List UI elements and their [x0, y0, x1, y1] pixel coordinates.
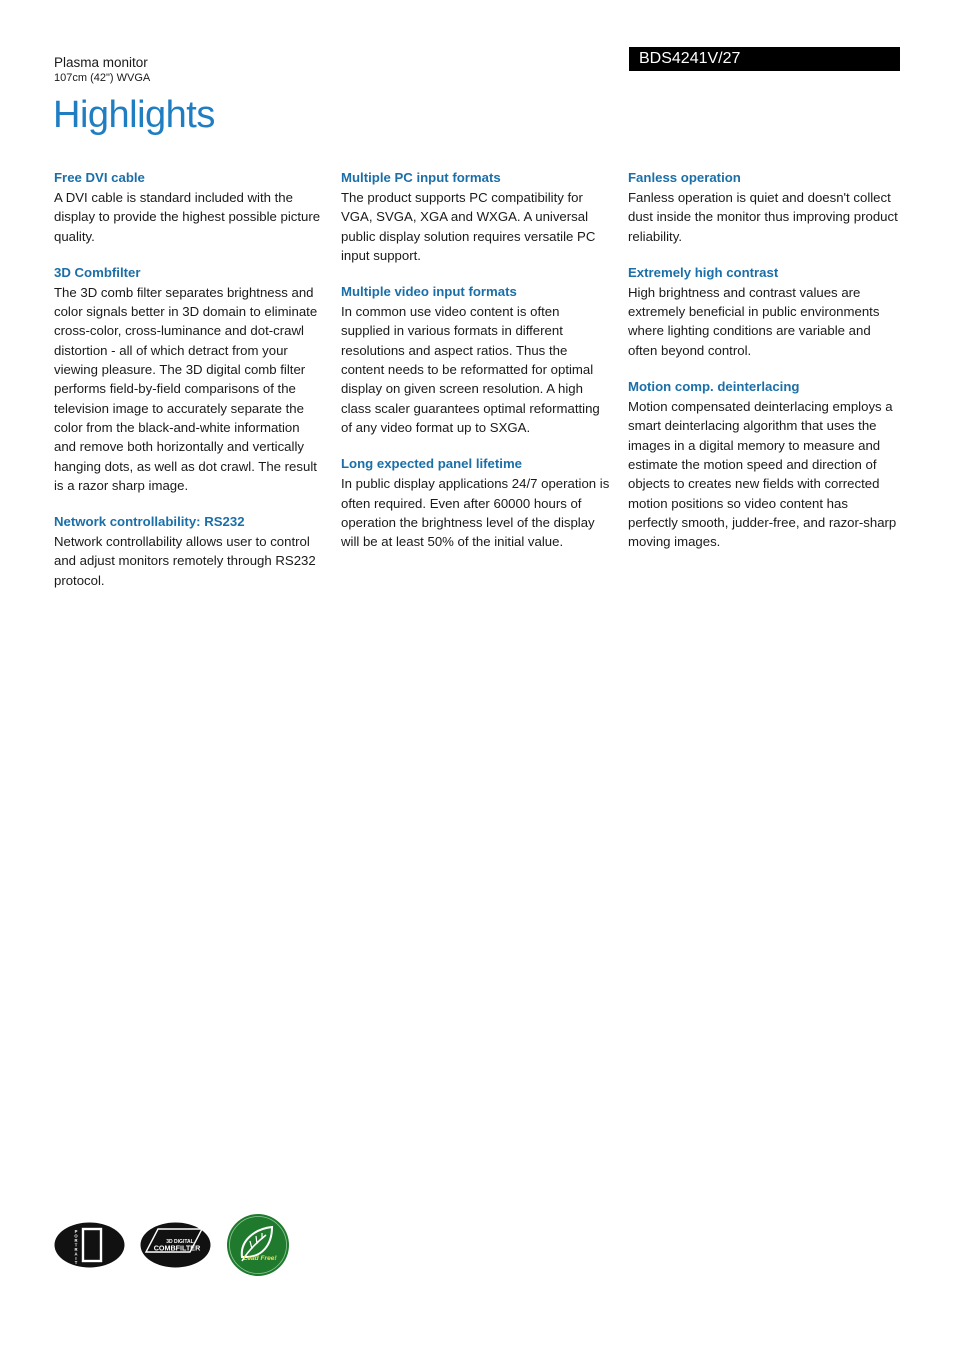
feature-free-dvi-cable [54, 169, 324, 246]
product-header [54, 54, 150, 85]
combfilter-logo-icon [140, 1222, 211, 1268]
feature-text: Network controllability allows user to control and adjust monitors remotely through RS232 protocol. [54, 534, 316, 588]
svg-text:O: O [74, 1233, 78, 1239]
features-column-2 [341, 169, 611, 569]
feature-title: Long expected panel lifetime [341, 456, 522, 472]
feature-text: Fanless operation is quiet and doesn't collect dust inside the monitor thus improving product reliability. [628, 190, 898, 244]
feature-3d-combfilter [54, 264, 324, 495]
feature-title: Multiple PC input formats [341, 170, 501, 185]
feature-title: 3D Combfilter [54, 264, 141, 280]
feature-network-controllability [54, 513, 324, 590]
features-column-1 [54, 169, 324, 608]
lead-free-logo-icon [226, 1213, 290, 1277]
svg-text:P: P [74, 1229, 78, 1234]
product-size: 107cm (42") WVGA [54, 72, 151, 84]
features-column-3 [628, 169, 898, 569]
feature-multiple-video-input [341, 283, 611, 437]
feature-multiple-pc-input [341, 169, 611, 265]
feature-text: High brightness and contrast values are extremely beneficial in public environments where lighting conditions are variable and often beyond control. [628, 284, 880, 358]
feature-panel-lifetime [341, 455, 611, 551]
svg-text:T: T [74, 1260, 78, 1265]
svg-text:Lead Free!: Lead Free! [243, 1255, 277, 1262]
feature-title: Network controllability: RS232 [54, 514, 245, 530]
svg-text:3D DIGITAL: 3D DIGITAL [166, 1239, 194, 1245]
feature-title: Free DVI cable [54, 170, 145, 185]
svg-text:T: T [74, 1242, 78, 1248]
feature-title: Extremely high contrast [628, 264, 779, 280]
model-number-badge: BDS4241V/27 [629, 47, 900, 71]
svg-text:A: A [74, 1251, 78, 1257]
feature-high-contrast [628, 264, 898, 360]
feature-text: In common use video content is often supplied in various formats in different resolutions and aspect ratios. Thus the content needs to be reformatted for optimal display on given screen resolution. A high class scaler guarantees optimal reformatting of any video format up to SXGA. [341, 304, 600, 435]
feature-text: In public display applications 24/7 operation is often required. Even after 60000 hours of operation the brightness level of the display will be at least 50% of the initial value. [341, 476, 610, 550]
feature-text: The product supports PC compatibility for VGA, SVGA, XGA and WXGA. A universal public display solution requires versatile PC input support. [341, 190, 596, 263]
feature-title: Multiple video input formats [341, 284, 517, 300]
feature-text: A DVI cable is standard included with the display to provide the highest possible picture quality. [54, 190, 321, 244]
svg-text:R: R [74, 1238, 78, 1243]
feature-title: Motion comp. deinterlacing [628, 379, 800, 395]
page-title: Highlights [53, 94, 215, 136]
product-type: Plasma monitor [54, 55, 148, 70]
feature-fanless-operation [628, 169, 898, 246]
svg-text:COMBFILTER: COMBFILTER [153, 1243, 201, 1253]
portrait-logo-icon [54, 1222, 125, 1268]
svg-text:I: I [75, 1256, 77, 1261]
feature-text: Motion compensated deinterlacing employs a smart deinterlacing algorithm that uses the images in a digital memory to measure and estimate the motion speed and direction of objects to creates new fields with corrected motion positions so video content has perfectly smooth, judder-free, and razor-sharp moving images. [628, 399, 897, 550]
feature-text: The 3D comb filter separates brightness and color signals better in 3D domain to eliminate cross-color, cross-luminance and dot-crawl distortion - all of which detract from your viewing pleasure. The 3D digital comb filter performs field-by-field comparisons of the television image to accurately separate the color from the black-and-white information and remove both horizontally and vertically hanging dots, as well as dot crawl. The result is a razor sharp image. [54, 284, 318, 493]
feature-title: Fanless operation [628, 170, 741, 185]
feature-motion-deinterlacing [628, 378, 898, 551]
svg-text:R: R [74, 1247, 78, 1252]
